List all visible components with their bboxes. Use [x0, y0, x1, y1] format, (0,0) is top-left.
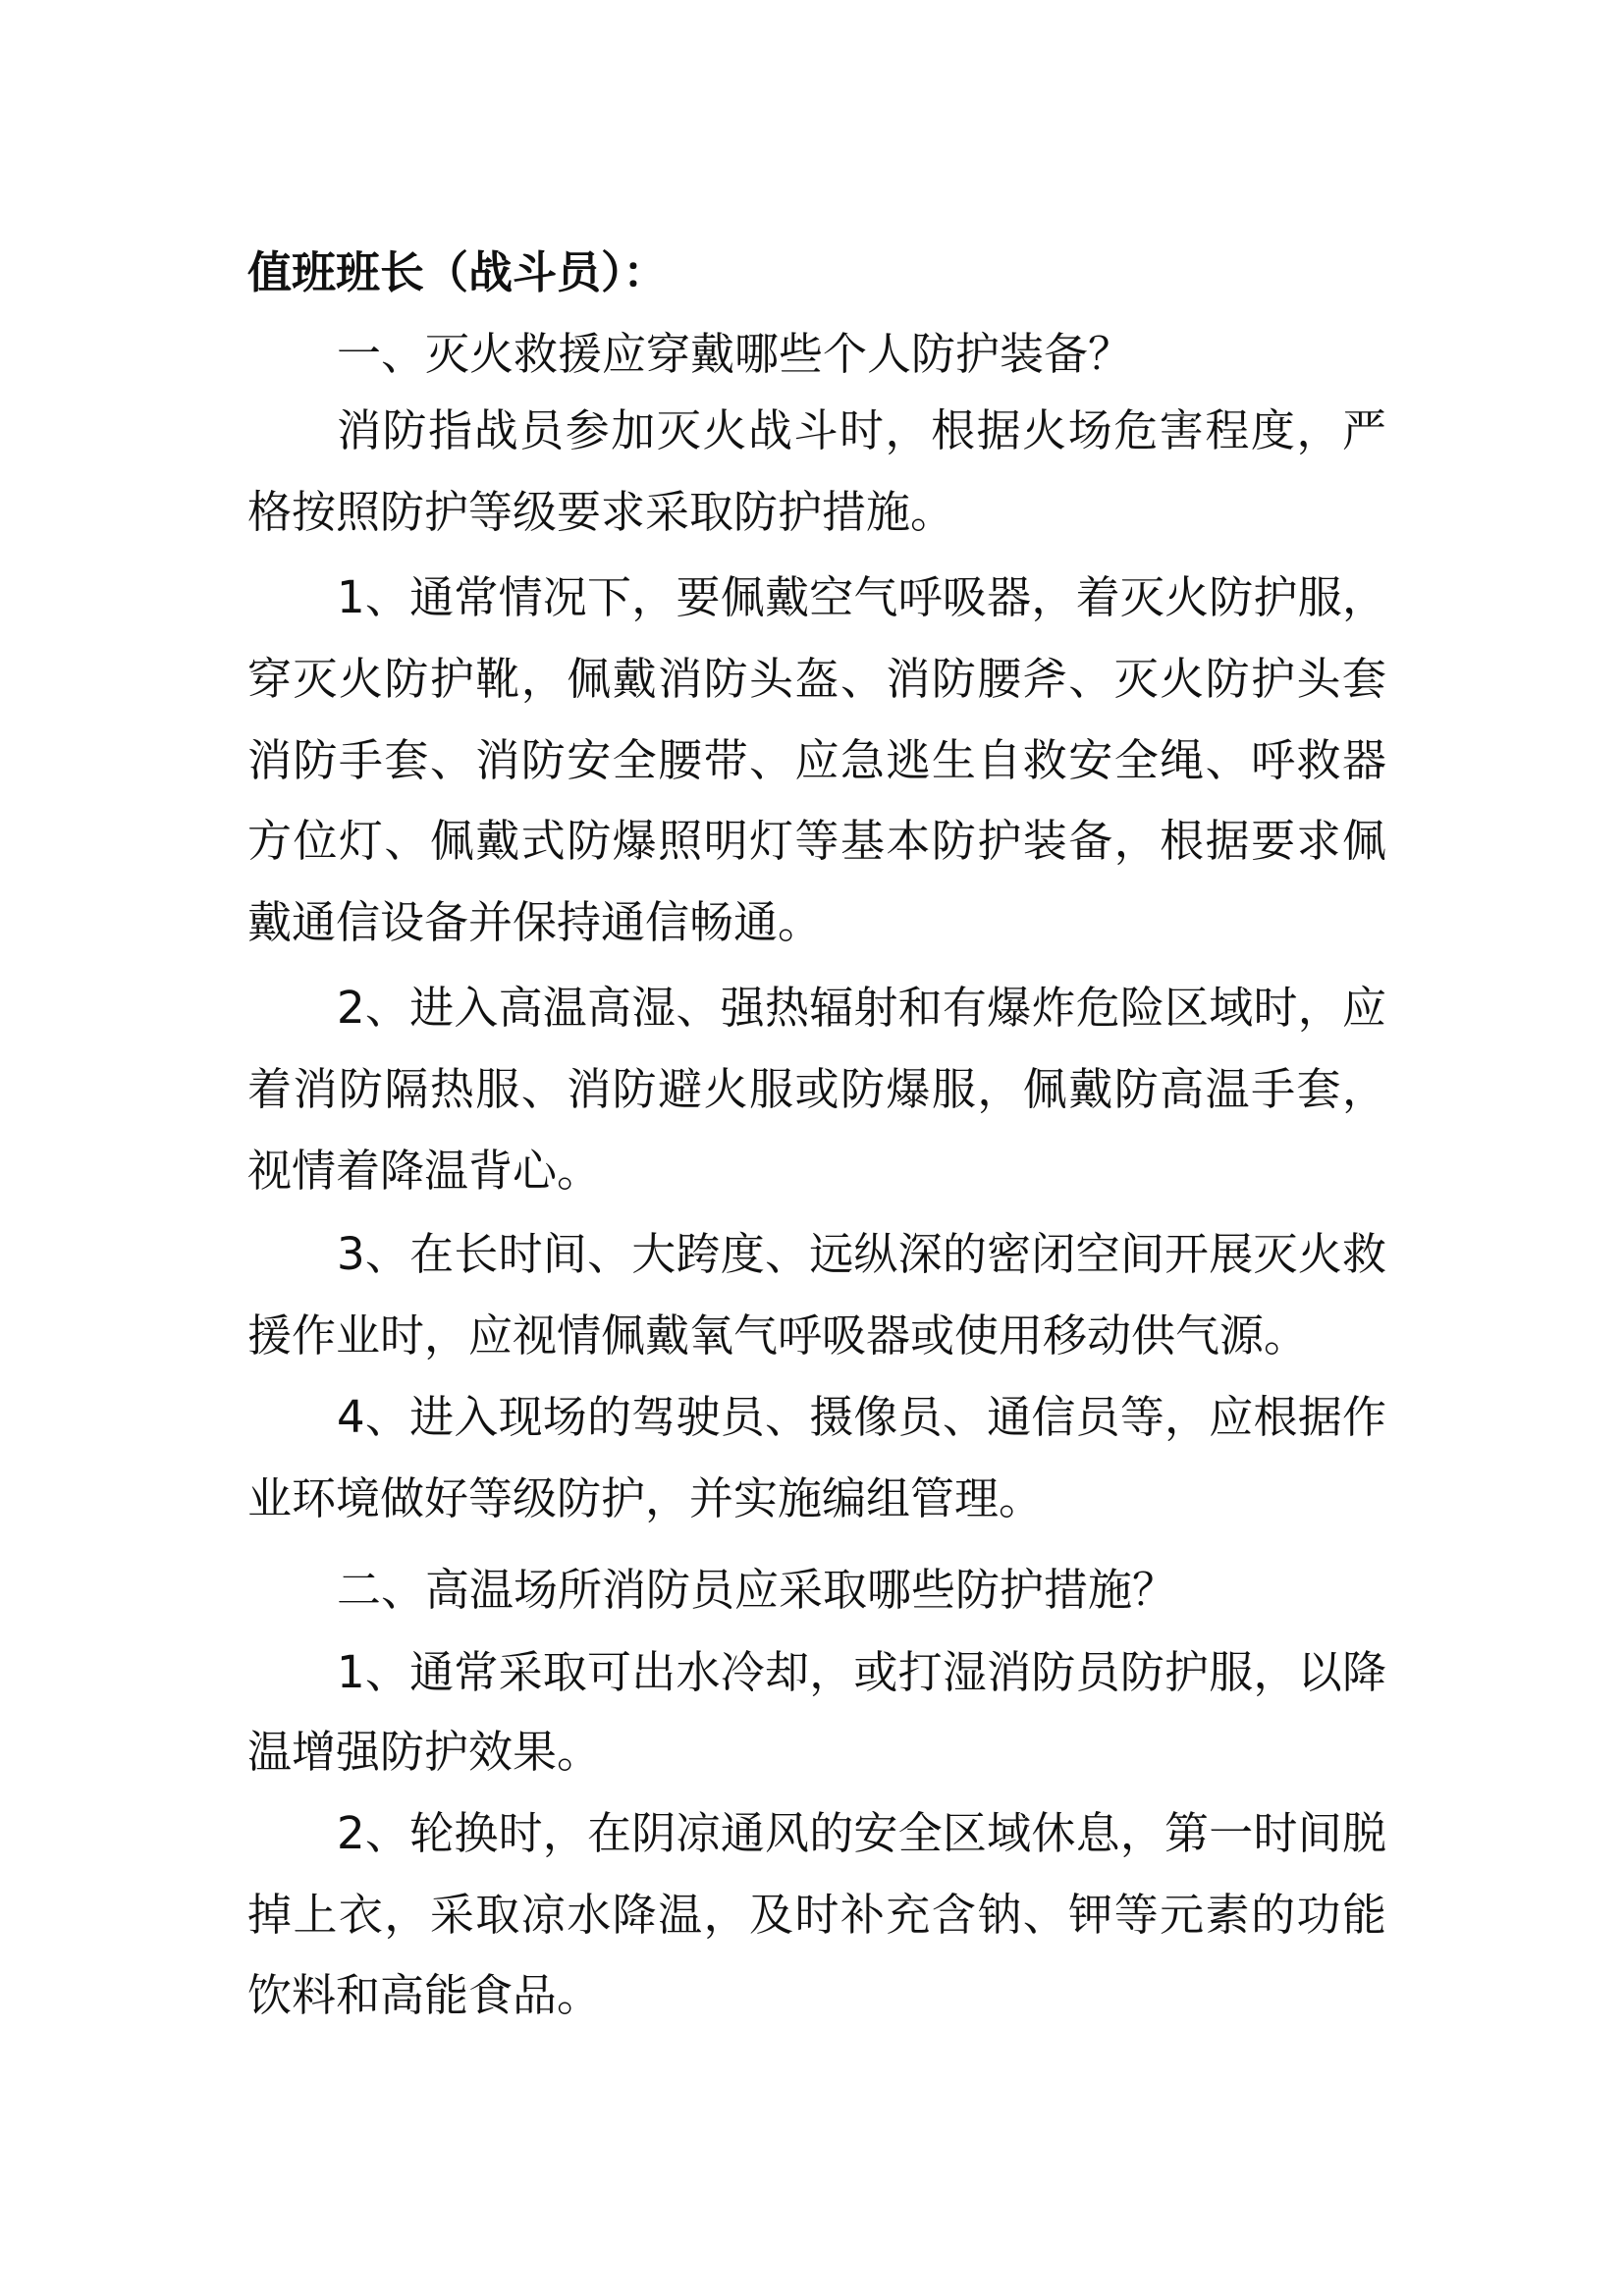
paragraph-line: 业环境做好等级防护，并实施编组管理。 [247, 1472, 1044, 1524]
paragraph-line: 温增强防护效果。 [247, 1726, 602, 1778]
paragraph-line: 2、轮换时，在阴凉通风的安全区域休息，第一时间脱 [337, 1807, 1386, 1859]
section-question: 一、灭火救援应穿戴哪些个人防护装备？ [337, 328, 1133, 380]
paragraph-line: 格按照防护等级要求采取防护措施。 [247, 486, 955, 538]
paragraph-line: 援作业时，应视情佩戴氧气呼吸器或使用移动供气源。 [247, 1309, 1309, 1362]
paragraph-line: 掉上衣，采取凉水降温，及时补充含钠、钾等元素的功能 [247, 1889, 1386, 1941]
paragraph-line: 戴通信设备并保持通信畅通。 [247, 896, 823, 948]
paragraph-line: 方位灯、佩戴式防爆照明灯等基本防护装备，根据要求佩 [247, 815, 1386, 867]
paragraph-line: 3、在长时间、大跨度、远纵深的密闭空间开展灭火救 [337, 1228, 1386, 1280]
paragraph-line: 着消防隔热服、消防避火服或防爆服，佩戴防高温手套， [247, 1063, 1386, 1115]
paragraph-line: 2、进入高温高湿、强热辐射和有爆炸危险区域时，应 [337, 982, 1386, 1034]
paragraph-line: 1、通常采取可出水冷却，或打湿消防员防护服，以降 [337, 1646, 1386, 1698]
paragraph-line: 消防手套、消防安全腰带、应急逃生自救安全绳、呼救器 [247, 734, 1386, 786]
paragraph-line: 穿灭火防护靴，佩戴消防头盔、消防腰斧、灭火防护头套 [247, 653, 1386, 705]
paragraph-line: 4、进入现场的驾驶员、摄像员、通信员等，应根据作 [337, 1391, 1386, 1443]
paragraph-line: 饮料和高能食品。 [247, 1969, 602, 2021]
paragraph-line: 视情着降温背心。 [247, 1145, 602, 1197]
paragraph-line: 消防指战员参加灭火战斗时，根据火场危害程度，严 [337, 404, 1386, 456]
heading: 值班班长（战斗员）： [247, 246, 668, 298]
paragraph-line: 1、通常情况下，要佩戴空气呼吸器，着灭火防护服， [337, 571, 1386, 623]
section-question: 二、高温场所消防员应采取哪些防护措施？ [337, 1564, 1177, 1616]
